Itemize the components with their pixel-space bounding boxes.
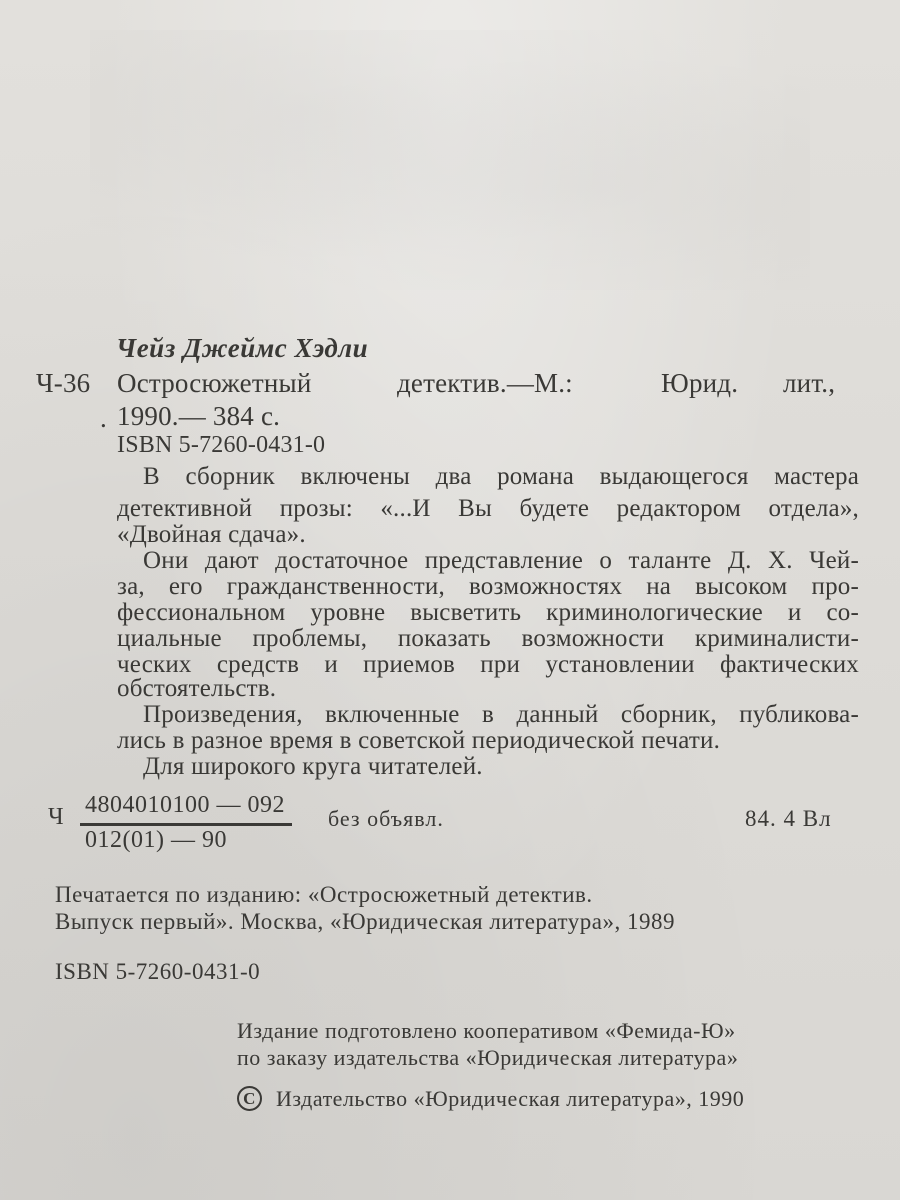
- copyright-text: Издательство «Юридическая литература», 1990: [276, 1086, 745, 1111]
- isbn-catalog: ISBN 5-7260-0431-0: [117, 432, 326, 458]
- copyright-line: [237, 1084, 744, 1114]
- annotation-p2-line-3: фессиональном уровне высветить криминологические и со-: [117, 599, 859, 626]
- copyright-icon: C: [237, 1086, 262, 1111]
- annotation-p3-line-1: Произведения, включенные в данный сборник, публикова-: [143, 701, 859, 728]
- classification-code: 84. 4 Вл: [745, 806, 832, 831]
- index-numerator: 4804010100 — 092: [85, 792, 285, 818]
- show-through-texture: [90, 30, 810, 290]
- annotation-p2-line-5: ческих средств и приемов при установлении фактических: [117, 651, 859, 678]
- annotation-p1-line-2: детективной прозы: «...И Вы будете редактором отдела»,: [117, 495, 859, 522]
- prepared-line-1: Издание подготовлено кооперативом «Фемида-Ю»: [237, 1018, 736, 1043]
- prepared-line-2: по заказу издательства «Юридическая литература»: [237, 1045, 739, 1070]
- annotation-p2-line-2: за, его гражданственности, возможностях на высоком про-: [117, 573, 859, 600]
- annotation-p1-line-1: В сборник включены два романа выдающегося мастера: [143, 463, 859, 490]
- isbn-imprint: ISBN 5-7260-0431-0: [55, 959, 261, 984]
- reprint-line-2: Выпуск первый». Москва, «Юридическая литература», 1989: [55, 909, 675, 934]
- annotation-p2-line-1: Они дают достаточное представление о таланте Д. Х. Чей-: [143, 547, 859, 574]
- index-letter: Ч: [48, 804, 64, 830]
- annotation-p2-line-4: циальные проблемы, показать возможности криминалисти-: [117, 625, 859, 652]
- title-word-1: Остросюжетный: [117, 368, 312, 398]
- title-word-2: детектив.—М.:: [397, 368, 573, 398]
- annotation-p2-line-6: обстоятельств.: [117, 675, 277, 702]
- dot-mark: .: [100, 403, 107, 433]
- author-name: Чейз Джеймс Хэдли: [116, 333, 369, 363]
- annotation-p3-line-2: лись в разное время в советской периодической печати.: [117, 727, 721, 754]
- shelf-mark: Ч-36: [36, 368, 91, 398]
- index-denominator: 012(01) — 90: [85, 827, 227, 853]
- publication-year-pages: 1990.— 384 с.: [117, 401, 281, 431]
- no-announcement-note: без объявл.: [328, 806, 444, 831]
- reprint-line-1: Печатается по изданию: «Остросюжетный детектив.: [55, 882, 593, 907]
- title-word-3: Юрид.: [661, 368, 739, 398]
- audience-note: Для широкого круга читателей.: [143, 753, 483, 780]
- annotation-p1-line-3: «Двойная сдача».: [117, 521, 306, 548]
- title-word-4: лит.,: [783, 368, 836, 398]
